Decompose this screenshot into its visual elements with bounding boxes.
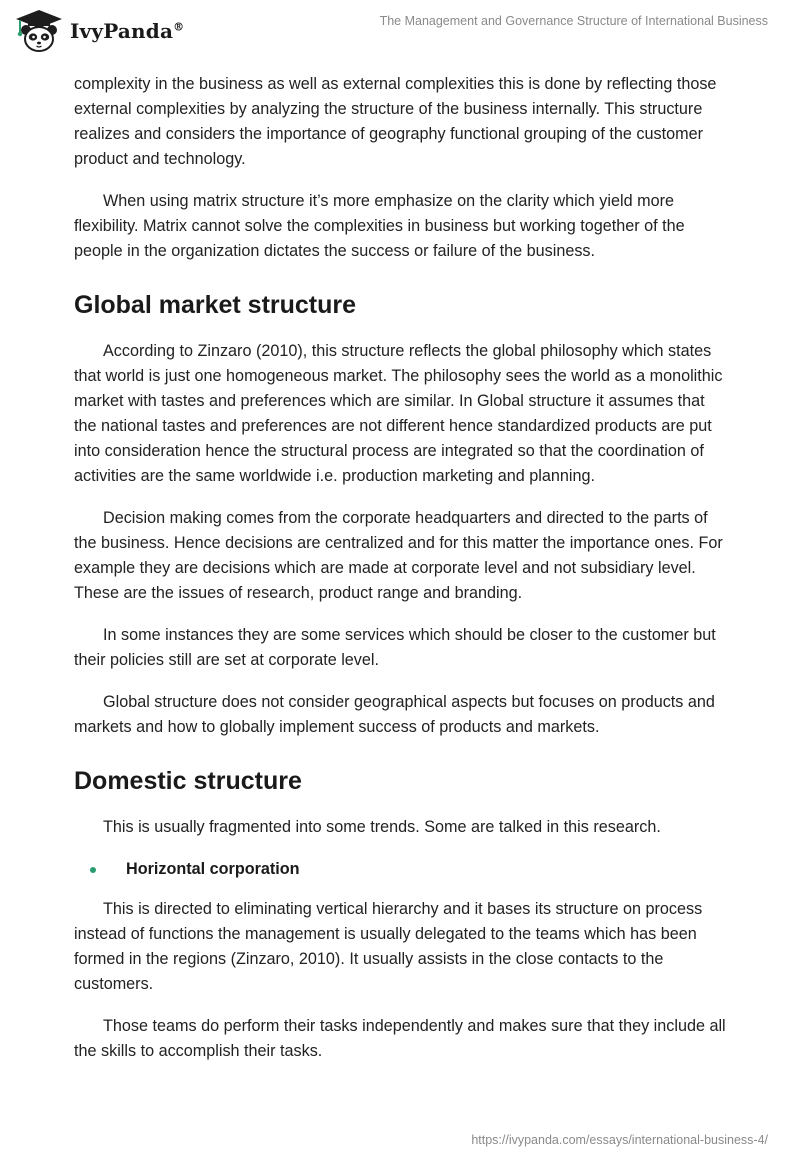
heading-global-market-structure: Global market structure: [74, 291, 357, 319]
brand-logo[interactable]: [14, 8, 184, 54]
bullet-list: [74, 857, 728, 882]
list-item: [74, 857, 728, 882]
source-url[interactable]: https://ivypanda.com/essays/international-business-4/: [471, 1133, 768, 1147]
panda-graduate-icon: [14, 8, 64, 54]
heading-domestic-structure: Domestic structure: [74, 767, 302, 795]
paragraph-continued: complexity in the business as well as external complexities this is done by reflecting those external complexities by analyzing the structure of the business internally. This structure realizes and considers the importance of geography functional grouping of the customer product and technology.: [74, 75, 717, 168]
paragraph-decision-making: Decision making comes from the corporate headquarters and directed to the parts of the business. Hence decisions are centralized and for this matter the importance ones. For example they are decisions which are made at corporate level and not subsidiary level. These are the issues of research, product range and branding.: [74, 509, 723, 602]
paragraph-domestic-intro: This is usually fragmented into some trends. Some are talked in this research.: [103, 818, 661, 836]
paragraph-services: In some instances they are some services which should be closer to the customer but their policies still are set at corporate level.: [74, 626, 716, 669]
bullet-label: Horizontal corporation: [126, 860, 300, 878]
page-header: [0, 0, 800, 64]
bullet-dot-icon: [90, 867, 96, 873]
essay-body: [74, 72, 728, 1081]
brand-name: IvyPanda®: [70, 19, 185, 43]
document-title: The Management and Governance Structure of International Business: [379, 14, 768, 28]
paragraph-horizontal-corporation: This is directed to eliminating vertical hierarchy and it bases its structure on process instead of functions the management is usually delegated to the teams which has been formed in the regions (Zinzaro, 2010). It usually assists in the close contacts to the customers.: [74, 900, 703, 993]
paragraph-global-focus: Global structure does not consider geographical aspects but focuses on products and markets and how to globally implement success of products and markets.: [74, 693, 715, 736]
paragraph-global-philosophy: According to Zinzaro (2010), this structure reflects the global philosophy which states that world is just one homogeneous market. The philosophy sees the world as a monolithic market with tastes and preferences which are similar. In Global structure it assumes that the national tastes and preferences are not different hence standardized products are put into consideration hence the structural process are integrated so that the coordination of activities are the same worldwide i.e. production marketing and planning.: [74, 342, 723, 485]
paragraph-teams: Those teams do perform their tasks independently and makes sure that they include all the skills to accomplish their tasks.: [74, 1017, 726, 1060]
paragraph-matrix-structure: When using matrix structure it’s more emphasize on the clarity which yield more flexibility. Matrix cannot solve the complexities in business but working together of the people in the organization dictates the success or failure of the business.: [74, 192, 685, 260]
